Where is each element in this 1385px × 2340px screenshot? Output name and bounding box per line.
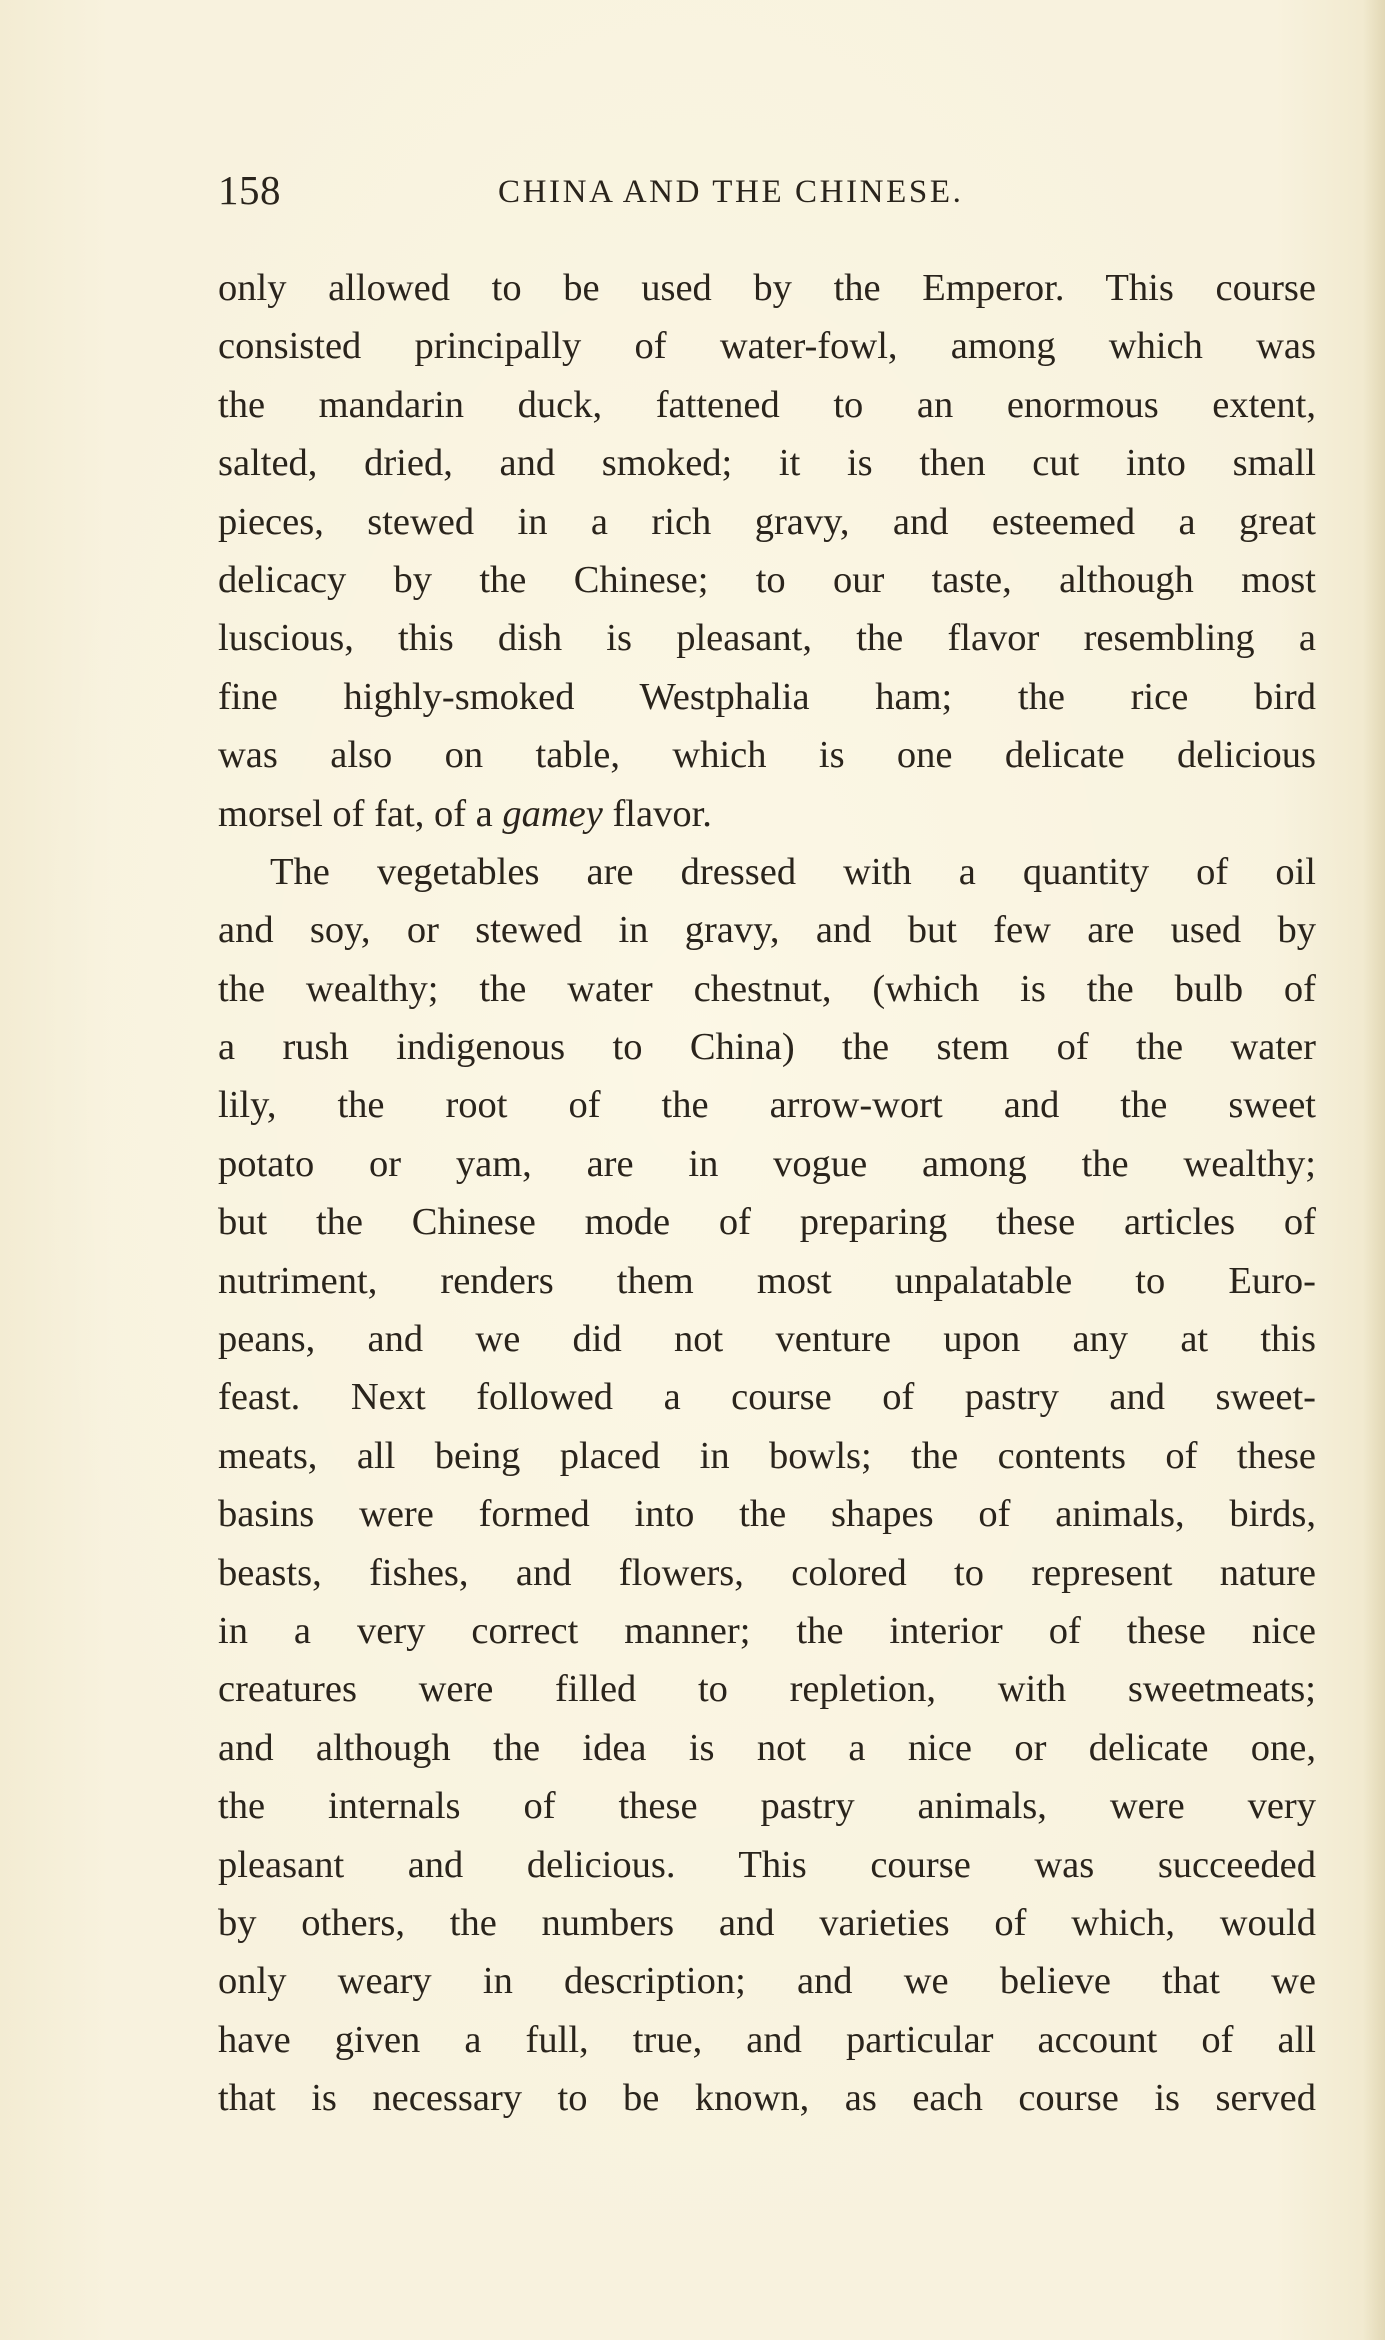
- text-line: have given a full, true, and particular account of all: [218, 2018, 1316, 2061]
- text-line: lily, the root of the arrow-wort and the sweet: [218, 1084, 1316, 1127]
- text-line: pieces, stewed in a rich gravy, and esteemed a great: [218, 500, 1316, 543]
- text-line: potato or yam, are in vogue among the wealthy;: [218, 1142, 1316, 1185]
- text-line: was also on table, which is one delicate delicious: [218, 734, 1316, 777]
- page-number: 158: [218, 167, 281, 213]
- text-line: fine highly-smoked Westphalia ham; the rice bird: [218, 675, 1316, 718]
- text-line: the internals of these pastry animals, were very: [218, 1785, 1316, 1828]
- text-line: the mandarin duck, fattened to an enormous extent,: [218, 383, 1316, 426]
- body-text: [218, 259, 1316, 2128]
- text-line: delicacy by the Chinese; to our taste, although most: [218, 558, 1316, 601]
- text-line: but the Chinese mode of preparing these articles of: [218, 1201, 1316, 1244]
- text-line: by others, the numbers and varieties of which, would: [218, 1901, 1316, 1944]
- text-line: meats, all being placed in bowls; the contents of these: [218, 1434, 1316, 1477]
- text-line: only weary in description; and we believe that we: [218, 1960, 1316, 2003]
- text-line: feast. Next followed a course of pastry and sweet-: [218, 1376, 1316, 1419]
- text-line: luscious, this dish is pleasant, the flavor resembling a: [218, 617, 1316, 660]
- text-line: the wealthy; the water chestnut, (which is the bulb of: [218, 967, 1316, 1010]
- text-run: morsel of fat, of a: [218, 792, 503, 835]
- text-line: in a very correct manner; the interior of these nice: [218, 1609, 1316, 1652]
- page-header: [218, 168, 1316, 212]
- text-line: nutriment, renders them most unpalatable to Euro-: [218, 1259, 1316, 1302]
- page-edge-shadow: [1363, 0, 1385, 2340]
- text-run: flavor.: [602, 792, 712, 835]
- text-line-paragraph-start: The vegetables are dressed with a quantity of oil: [270, 850, 1316, 893]
- text-line: and soy, or stewed in gravy, and but few are used by: [218, 909, 1316, 952]
- text-line: pleasant and delicious. This course was succeeded: [218, 1843, 1316, 1886]
- running-head: CHINA AND THE CHINESE.: [498, 174, 964, 210]
- text-line: that is necessary to be known, as each course is served: [218, 2077, 1316, 2120]
- italic-word: gamey: [502, 792, 603, 835]
- text-line: basins were formed into the shapes of animals, birds,: [218, 1493, 1316, 1536]
- text-line: and although the idea is not a nice or delicate one,: [218, 1726, 1316, 1769]
- text-line: peans, and we did not venture upon any at this: [218, 1318, 1316, 1361]
- text-line: only allowed to be used by the Emperor. This course: [218, 267, 1316, 309]
- text-line: beasts, fishes, and flowers, colored to represent nature: [218, 1551, 1316, 1594]
- text-line-paragraph-end: [218, 785, 1316, 843]
- text-line: salted, dried, and smoked; it is then cut into small: [218, 442, 1316, 485]
- text-line: creatures were filled to repletion, with sweetmeats;: [218, 1668, 1316, 1711]
- text-line: consisted principally of water-fowl, among which was: [218, 325, 1316, 368]
- text-line: a rush indigenous to China) the stem of the water: [218, 1026, 1316, 1069]
